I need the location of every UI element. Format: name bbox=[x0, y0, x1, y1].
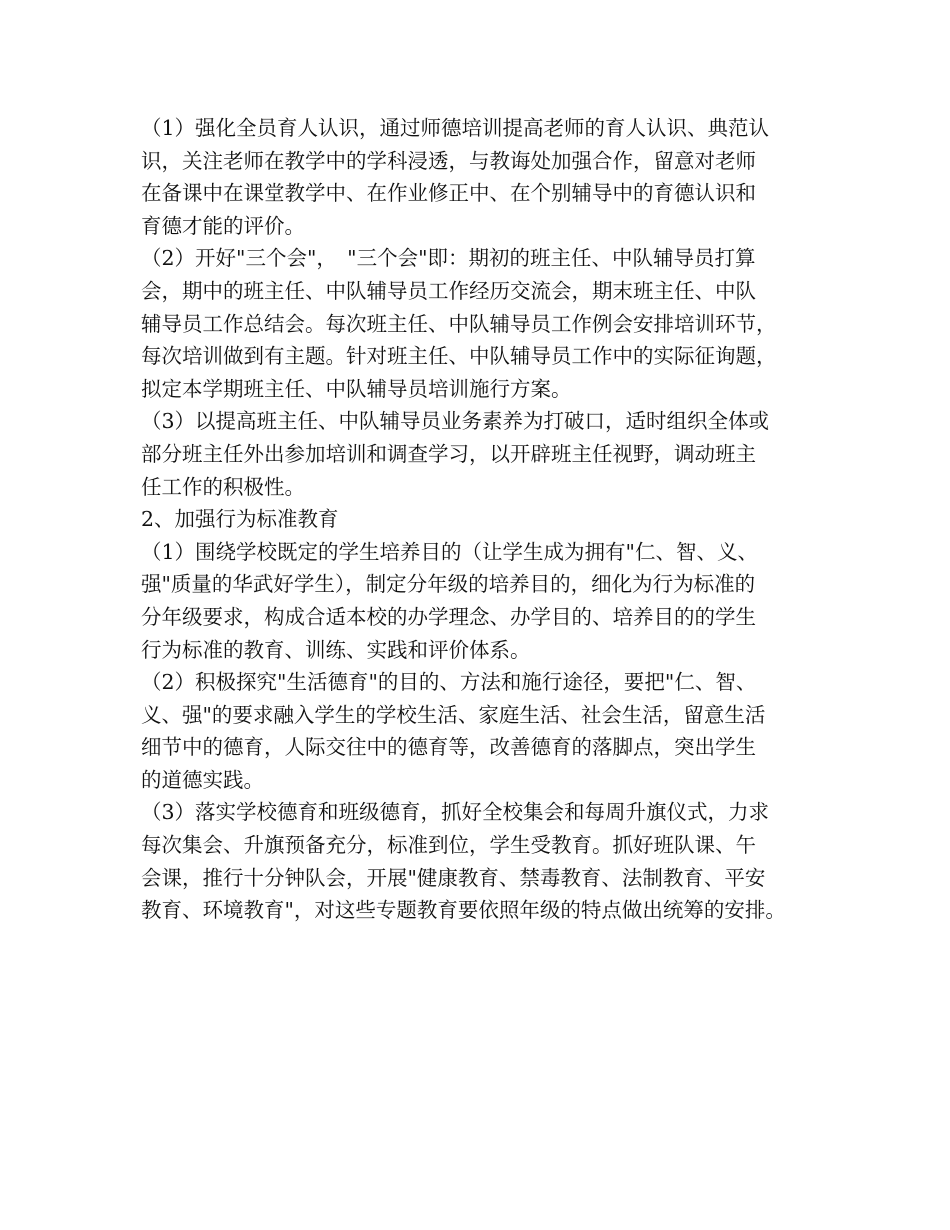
text-line: （2）开好"三个会"， "三个会"即：期初的班主任、中队辅导员打算 bbox=[141, 246, 756, 271]
text-line: （3）落实学校德育和班级德育，抓好全校集会和每周升旗仪式，力求 bbox=[141, 800, 770, 825]
text-line: 会课，推行十分钟队会，开展"健康教育、禁毒教育、法制教育、平安 bbox=[141, 865, 766, 890]
text-line: 会，期中的班主任、中队辅导员工作经历交流会，期末班主任、中队 bbox=[141, 278, 756, 303]
text-line: 每次集会、升旗预备充分，标准到位，学生受教育。抓好班队课、午 bbox=[141, 833, 756, 858]
text-line: （3）以提高班主任、中队辅导员业务素养为打破口，适时组织全体或 bbox=[141, 409, 770, 434]
text-line: （2）积极探究"生活德育"的目的、方法和施行途径，要把"仁、智、 bbox=[141, 670, 757, 695]
text-line: 教育、环境教育"，对这些专题教育要依照年级的特点做出统筹的安排。 bbox=[141, 898, 786, 923]
text-line: 识，关注老师在教学中的学科浸透，与教诲处加强合作，留意对老师 bbox=[141, 148, 756, 173]
text-line: 细节中的德育，人际交往中的德育等，改善德育的落脚点，突出学生 bbox=[141, 735, 756, 760]
text-line: 在备课中在课堂教学中、在作业修正中、在个别辅导中的育德认识和 bbox=[141, 181, 756, 206]
text-line: 强"质量的华武好学生），制定分年级的培养目的，细化为行为标准的 bbox=[141, 572, 756, 597]
text-line: 部分班主任外出参加培训和调查学习，以开辟班主任视野，调动班主 bbox=[141, 441, 756, 466]
text-line: 每次培训做到有主题。针对班主任、中队辅导员工作中的实际征询题， bbox=[141, 344, 777, 369]
text-line: 义、强"的要求融入学生的学校生活、家庭生活、社会生活，留意生活 bbox=[141, 702, 766, 727]
document-body bbox=[141, 112, 821, 927]
text-line: （1）强化全员育人认识，通过师德培训提高老师的育人认识、典范认 bbox=[141, 116, 770, 140]
section-heading: 2、加强行为标准教育 bbox=[141, 507, 339, 532]
text-line: 行为标准的教育、训练、实践和评价体系。 bbox=[141, 637, 531, 662]
text-line: 育德才能的评价。 bbox=[141, 213, 305, 238]
text-line: 辅导员工作总结会。每次班主任、中队辅导员工作例会安排培训环节， bbox=[141, 311, 777, 336]
text-line: （1）围绕学校既定的学生培养目的（让学生成为拥有"仁、智、义、 bbox=[141, 539, 758, 564]
text-line: 拟定本学期班主任、中队辅导员培训施行方案。 bbox=[141, 376, 572, 401]
text-line: 分年级要求，构成合适本校的办学理念、办学目的、培养目的的学生 bbox=[141, 604, 756, 629]
text-line: 的道德实践。 bbox=[141, 767, 264, 792]
text-line: 任工作的积极性。 bbox=[141, 474, 305, 499]
